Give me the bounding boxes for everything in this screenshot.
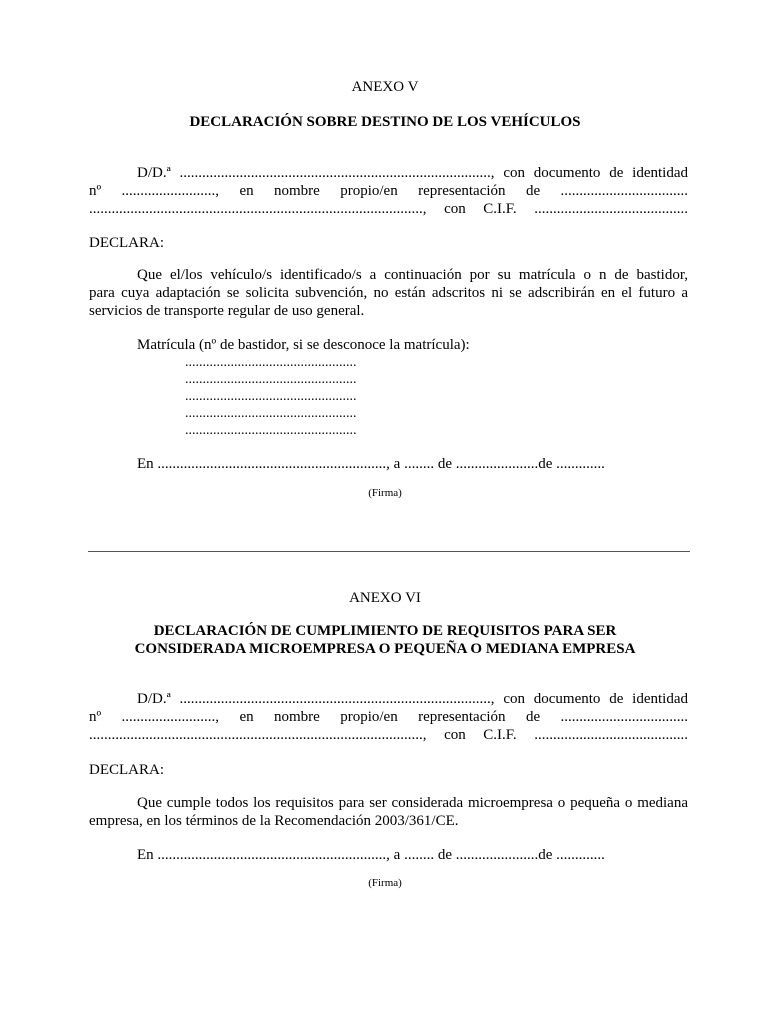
anexo-vi-identity-line1: D/D.ª ..................................................................................., con documento de identidad [137, 691, 688, 707]
anexo-v-body-line2: para cuya adaptación se solicita subvención, no están adscritos ni se adscribirán en el futuro a [89, 285, 688, 301]
anexo-vi-heading-line1: DECLARACIÓN DE CUMPLIMIENTO DE REQUISITOS PARA SER [153, 623, 617, 639]
anexo-vi-body-line2: empresa, en los términos de la Recomendación 2003/361/CE. [89, 813, 459, 829]
anexo-v-identity-line1: D/D.ª ..................................................................................., con documento de identidad [137, 165, 688, 181]
anexo-vi-place-date: En ............................................................., a ........ de ......................de ............. [137, 847, 605, 863]
anexo-v-body-line1: Que el/los vehículo/s identificado/s a continuación por su matrícula o n de bastidor, [137, 267, 688, 283]
anexo-v-declara: DECLARA: [89, 235, 164, 251]
anexo-vi-firma: (Firma) [368, 877, 402, 889]
anexo-v-identity-line2: nº ........................., en nombre propio/en representación de .................................. [89, 183, 688, 199]
anexo-vi-title: ANEXO VI [349, 590, 421, 606]
anexo-v-heading: DECLARACIÓN SOBRE DESTINO DE LOS VEHÍCULOS [189, 114, 581, 130]
anexo-v-title: ANEXO V [351, 79, 419, 95]
anexo-v-body-line3: servicios de transporte regular de uso general. [89, 303, 365, 319]
anexo-vi-body-line1: Que cumple todos los requisitos para ser considerada microempresa o pequeña o mediana [137, 795, 688, 811]
matricula-line: ................................................. [185, 423, 357, 438]
matricula-line: ................................................. [185, 355, 357, 370]
anexo-vi-identity-line2: nº ........................., en nombre propio/en representación de .................................. [89, 709, 688, 725]
section-divider [88, 551, 690, 552]
anexo-vi-declara: DECLARA: [89, 762, 164, 778]
anexo-vi-identity-line3: ........................................................................................., con C.I.F. ......................................... [89, 727, 688, 743]
matricula-line: ................................................. [185, 389, 357, 404]
anexo-v-matricula-label: Matrícula (nº de bastidor, si se desconoce la matrícula): [137, 337, 470, 353]
anexo-v-place-date: En ............................................................., a ........ de ......................de ............. [137, 456, 605, 472]
matricula-line: ................................................. [185, 406, 357, 421]
matricula-line: ................................................. [185, 372, 357, 387]
anexo-v-firma: (Firma) [368, 487, 402, 499]
anexo-v-identity-line3: ........................................................................................., con C.I.F. ......................................... [89, 201, 688, 217]
anexo-vi-heading-line2: CONSIDERADA MICROEMPRESA O PEQUEÑA O MEDIANA EMPRESA [134, 641, 636, 657]
